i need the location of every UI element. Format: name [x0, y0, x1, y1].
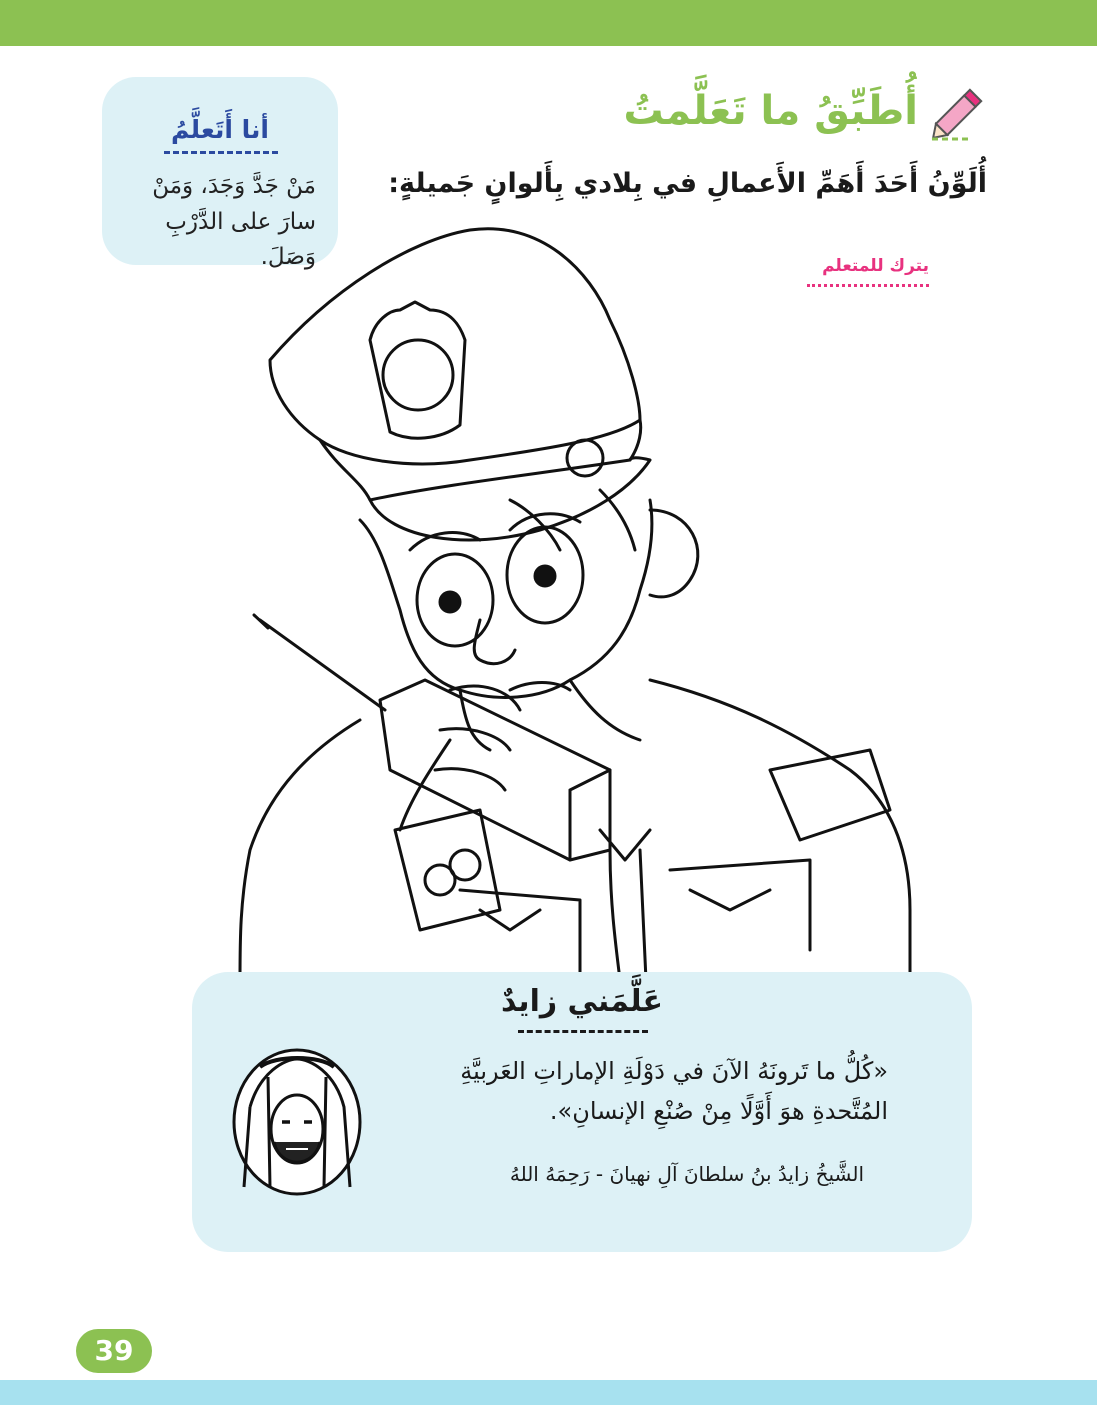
i-learn-underline — [164, 151, 278, 154]
i-learn-proverb: مَنْ جَدَّ وَجَدَ، وَمَنْ سارَ على الدَّرْبِ وَصَلَ. — [152, 173, 316, 271]
page-number: 39 — [76, 1329, 152, 1373]
zayed-quote: «كُلُّ ما تَرونَهُ الآنَ في دَوْلَةِ الإماراتِ العَربيَّةِ المُتَّحدةِ هوَ أَوَّلًا مِنْ صُنْعِ الإنسانِ». — [460, 1057, 888, 1125]
zayed-attribution: الشَّيخُ زايدُ بنُ سلطانَ آلِ نهيانَ - رَحِمَهُ اللهُ — [509, 1162, 864, 1186]
bottom-blue-bar — [0, 1380, 1097, 1405]
page-title: أُطَبِّقُ ما تَعَلَّمتُ — [623, 88, 918, 134]
instruction-text: أُلَوِّنُ أَحَدَ أَهَمِّ الأَعمالِ في بِلادي بِأَلوانٍ جَميلةٍ: — [388, 168, 987, 199]
zayed-heading: عَلَّمَني زايدٌ — [500, 984, 664, 1019]
police-officer-drawing — [210, 210, 940, 980]
pencil-icon — [928, 79, 992, 143]
zayed-portrait — [230, 1047, 364, 1197]
zayed-taught-me-box — [192, 972, 972, 1252]
teacher-note: يترك للمتعلم — [822, 256, 929, 276]
section-title — [624, 76, 993, 146]
zayed-heading-underline — [518, 1030, 648, 1033]
i-learn-heading: أنا أَتَعلَّمُ — [171, 115, 269, 144]
top-green-bar — [0, 0, 1097, 46]
